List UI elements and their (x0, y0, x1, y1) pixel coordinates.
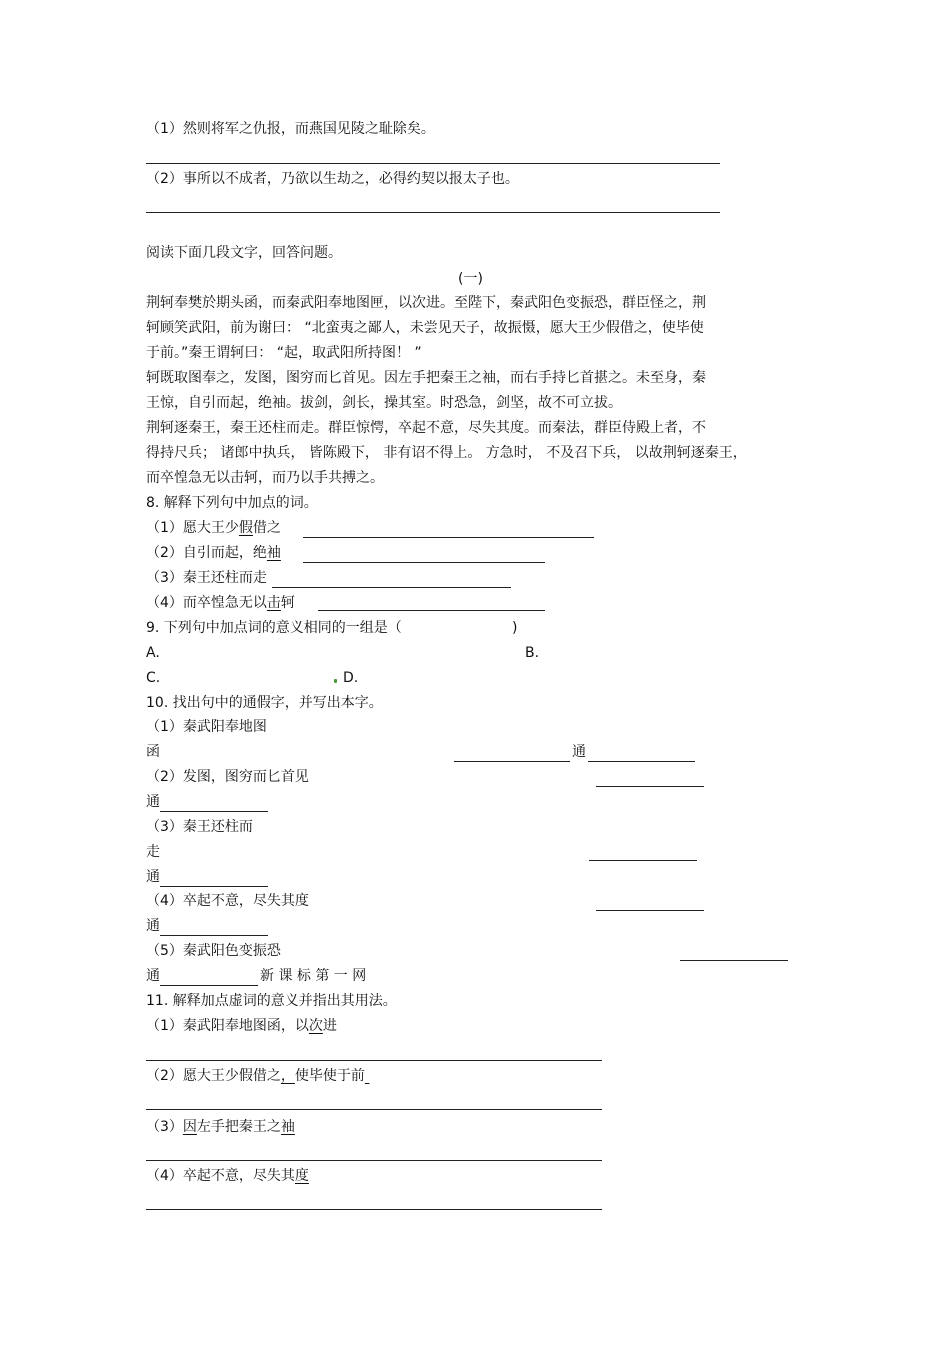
reading-intro: 阅读下面几段文字，回答问题。 (146, 245, 342, 261)
passage-line: 轲顾笑武阳，前为谢曰： “北蛮夷之鄙人，未尝见天子，故振慑，愿大王少假借之，使毕使 (146, 320, 704, 336)
answer-line[interactable] (146, 212, 720, 213)
dotted-word: 次 (308, 1018, 323, 1034)
answer-line[interactable] (146, 1109, 602, 1110)
q11-item-4 (146, 1167, 309, 1185)
answer-line[interactable] (596, 786, 704, 787)
answer-line[interactable] (303, 537, 594, 538)
q10-sentence-2: （2）发图，图穷而匕首见 (146, 769, 309, 785)
q10-sentence-1a: （1）秦武阳奉地图 (146, 719, 267, 735)
option-d[interactable]: D. (343, 670, 359, 686)
question-8-item-2 (146, 544, 281, 562)
passage-line: 而卒惶急无以击轲，而乃以手共搏之。 (146, 470, 384, 486)
dotted-word: 袖 (280, 1119, 295, 1135)
dotted-word: 击 (266, 595, 281, 611)
item-text: 进 (322, 1018, 337, 1034)
question-8-item-4 (146, 594, 295, 612)
item-text: （4）而卒惶急无以 (146, 595, 267, 611)
item-text: 借之 (252, 520, 281, 536)
question-8-item-3 (146, 569, 267, 587)
answer-line[interactable] (146, 163, 720, 164)
item-text: （2）自引而起，绝 (146, 545, 267, 561)
item-text: 左手把秦王之 (196, 1119, 281, 1135)
item-text: （2）愿大王少假借之 (146, 1068, 281, 1084)
q10-sentence-3b: 走 (146, 844, 160, 860)
q10-sentence-1b: 函 (146, 744, 160, 760)
answer-line[interactable] (146, 1160, 602, 1161)
answer-line[interactable] (146, 1209, 602, 1210)
dotted-word: 袖 (266, 545, 281, 561)
option-b[interactable]: B. (525, 645, 540, 661)
passage-line: 荆轲奉樊於期头函，而秦武阳奉地图匣，以次进。至陛下，秦武阳色变振恐，群臣怪之，荆 (146, 295, 706, 311)
dotted-word: 度 (294, 1168, 309, 1184)
section-title: (一) (458, 271, 483, 287)
item-text: （1）愿大王少 (146, 520, 239, 536)
dotted-word: 还 (210, 570, 225, 586)
item-text: （3） (146, 1119, 183, 1135)
watermark-text: 新 课 标 第 一 网 (260, 968, 367, 984)
answer-line[interactable] (589, 860, 697, 861)
question-11-title: 11. 解释加点虚词的意义并指出其用法。 (146, 993, 397, 1009)
answer-line[interactable] (318, 610, 545, 611)
answer-line[interactable] (160, 935, 268, 936)
tong-label: 通 (572, 744, 586, 760)
q11-item-1 (146, 1017, 337, 1035)
q11-item-2 (146, 1067, 369, 1085)
question-8-title: 8. 解释下列句中加点的词。 (146, 495, 318, 511)
passage-line: 于前。”秦王谓轲曰： “起，取武阳所持图！ ” (146, 345, 422, 361)
answer-line[interactable] (160, 985, 258, 986)
answer-line[interactable] (454, 761, 570, 762)
tong-label: 通 (146, 968, 160, 984)
tong-label: 通 (146, 918, 160, 934)
dotted-word: 因 (182, 1119, 197, 1135)
q10-sentence-4: （4）卒起不意，尽失其度 (146, 893, 309, 909)
answer-line[interactable] (160, 886, 268, 887)
q10-sentence-3a: （3）秦王还柱而 (146, 819, 253, 835)
question-9-close-paren: ) (512, 620, 518, 636)
question-8-item-1 (146, 519, 281, 537)
answer-line[interactable] (596, 910, 704, 911)
passage-line: 王惊，自引而起，绝袖。拔剑，剑长，操其室。时恐急，剑坚，故不可立拔。 (146, 395, 622, 411)
dotted-word: 假 (238, 520, 253, 536)
option-c[interactable]: C. (146, 670, 161, 686)
passage-line: 荆轲逐秦王，秦王还柱而走。群臣惊愕，卒起不意，尽失其度。而秦法，群臣侍殿上者，不 (146, 420, 706, 436)
passage-line: 得持尺兵； 诸郎中执兵， 皆陈殿下， 非有诏不得上。 方急时， 不及召下兵， 以故荆轲逐秦王， (146, 445, 747, 461)
answer-line[interactable] (272, 587, 511, 588)
tong-label: 通 (146, 794, 160, 810)
item-text: 柱而走 (224, 570, 267, 586)
prev-sentence-1: （1）然则将军之仇报，而燕国见陵之耻除矣。 (146, 121, 435, 137)
answer-line[interactable] (680, 960, 788, 961)
speck-mark (334, 679, 337, 683)
answer-line[interactable] (146, 1060, 602, 1061)
item-text: （4）卒起不意，尽失其 (146, 1168, 295, 1184)
passage-line: 轲既取图奉之，发图，图穷而匕首见。因左手把秦王之袖，而右手持匕首揕之。未至身，秦 (146, 370, 706, 386)
answer-line[interactable] (588, 761, 695, 762)
q10-sentence-5: （5）秦武阳色变振恐 (146, 943, 281, 959)
item-text: 轲 (280, 595, 295, 611)
item-text: （3）秦王 (146, 570, 211, 586)
tong-label: 通 (146, 869, 160, 885)
dotted-word: ， (280, 1068, 295, 1084)
q11-item-3 (146, 1118, 295, 1136)
prev-sentence-2: （2）事所以不成者，乃欲以生劫之，必得约契以报太子也。 (146, 171, 519, 187)
item-text: （1）秦武阳奉地图函，以 (146, 1018, 309, 1034)
answer-line[interactable] (303, 562, 545, 563)
option-a[interactable]: A. (146, 645, 160, 661)
item-text: 使毕使于前 (294, 1068, 365, 1084)
question-9-title: 9. 下列句中加点词的意义相同的一组是（ (146, 620, 402, 636)
question-10-title: 10. 找出句中的通假字，并写出本字。 (146, 695, 383, 711)
dotted-word (365, 1068, 369, 1084)
answer-line[interactable] (160, 811, 268, 812)
